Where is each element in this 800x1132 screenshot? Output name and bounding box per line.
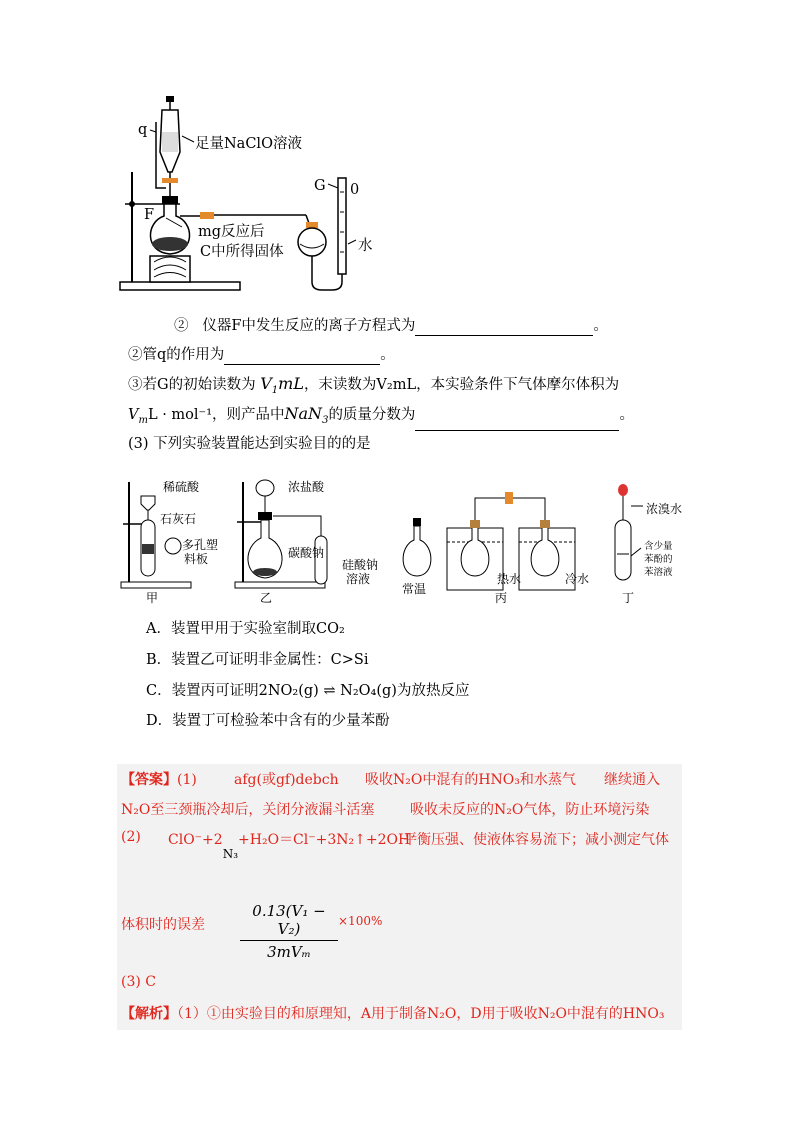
fig2-jia-plate1: 多孔塑 bbox=[182, 538, 219, 552]
part-3-question: (3) 下列实验装置能达到实验目的的是 bbox=[128, 436, 371, 452]
fig2-ding: 丁 bbox=[622, 591, 635, 605]
answer-2-reason: 平衡压强、使液体容易流下；减小测定气体 bbox=[403, 832, 669, 848]
fig2-yi-carb: 碳酸钠 bbox=[288, 546, 325, 560]
answer-1a: afg(或gf)debch bbox=[234, 772, 339, 788]
circled-number: ② bbox=[174, 318, 189, 334]
option-b[interactable]: B．装置乙可证明非金属性：C>Si bbox=[146, 652, 369, 668]
answer-num: (1) bbox=[177, 772, 197, 788]
question-text: ③若G的初始读数为 bbox=[128, 377, 256, 393]
fig2-yi-sil1: 硅酸钠 bbox=[342, 558, 379, 572]
answer-num-2: (2) bbox=[121, 829, 141, 845]
answer-blank[interactable] bbox=[415, 414, 619, 431]
nan3 bbox=[284, 404, 329, 427]
var-v1 bbox=[260, 374, 304, 397]
analysis-line bbox=[121, 1003, 664, 1023]
answer-2b: 吸收未反应的N₂O气体，防止环境污染 bbox=[410, 802, 650, 818]
apparatus-jia bbox=[121, 482, 191, 588]
fig2-jia-stone: 石灰石 bbox=[160, 512, 197, 526]
fig2-yi-sil2: 溶液 bbox=[346, 572, 371, 586]
apparatus-yi bbox=[235, 480, 327, 588]
fig2-bing: 丙 bbox=[495, 591, 508, 605]
fig1-label-q: q bbox=[138, 122, 148, 138]
v1-text: V bbox=[260, 374, 272, 393]
fig2-bing-hot: 热水 bbox=[497, 572, 522, 586]
analysis-text: （1）①由实验目的和原理知，A用于制备N₂O，D用于吸收N₂O中混有的HNO₃ bbox=[177, 1006, 665, 1022]
fig1-label-g: G bbox=[314, 178, 326, 194]
option-c[interactable]: C．装置丙可证明2NO₂(g) ⇌ N₂O₄(g)为放热反应 bbox=[146, 683, 470, 699]
answer-line-1 bbox=[121, 769, 197, 789]
question-reading bbox=[128, 374, 619, 401]
question-f-equation bbox=[174, 316, 608, 336]
fig2-ding-br: 浓溴水 bbox=[646, 502, 683, 516]
fig2-jia: 甲 bbox=[146, 591, 159, 605]
fig2-bing-cold: 冷水 bbox=[565, 572, 590, 586]
fig1-label-water: 水 bbox=[358, 238, 373, 254]
option-d[interactable]: D．装置丁可检验苯中含有的少量苯酚 bbox=[146, 713, 390, 729]
fig2-ding-s3: 苯溶液 bbox=[644, 567, 673, 578]
end-mark: 。 bbox=[619, 407, 634, 423]
fig2-yi: 乙 bbox=[260, 591, 273, 605]
fig2-bing-rt: 常温 bbox=[402, 582, 427, 596]
fig1-label-mg: mg反应后 bbox=[198, 224, 265, 240]
nan-sub: 3 bbox=[322, 415, 329, 427]
fig2-yi-acid: 浓盐酸 bbox=[288, 480, 325, 494]
apparatus-bing bbox=[403, 492, 575, 590]
question-text: 仪器F中发生反应的离子方程式为 bbox=[202, 318, 416, 334]
answer-blank[interactable] bbox=[224, 348, 380, 365]
answer-line-4: 体积时的误差 bbox=[121, 917, 205, 933]
vm-text: V bbox=[128, 407, 139, 423]
eq-part-1: ClO⁻+2 bbox=[168, 832, 223, 848]
question-text-2: ，末读数为V₂mL，本实验条件下气体摩尔体积为 bbox=[303, 377, 620, 393]
fraction-numerator: 0.13(V₁ − V₂) bbox=[240, 902, 338, 941]
fig2-jia-plate2: 料板 bbox=[184, 552, 209, 566]
question-text-2: 的质量分数为 bbox=[328, 407, 416, 423]
fraction-denominator: 3mVₘ bbox=[267, 943, 311, 961]
unit-text: mL bbox=[278, 374, 304, 393]
fig1-label-solid: C中所得固体 bbox=[200, 244, 284, 260]
answer-line-5: (3) C bbox=[121, 974, 156, 990]
fig1-label-naclo: 足量NaClO溶液 bbox=[195, 136, 302, 152]
end-mark: 。 bbox=[593, 318, 608, 334]
answer-tag: 【答案】 bbox=[121, 772, 177, 788]
answer-equation bbox=[168, 829, 418, 861]
apparatus-ding bbox=[615, 484, 643, 580]
fig2-jia-acid: 稀硫酸 bbox=[163, 480, 200, 494]
answer-1c: 继续通入 bbox=[604, 772, 660, 788]
answer-fraction bbox=[240, 902, 383, 961]
fig2-ding-s1: 含少量 bbox=[644, 541, 673, 552]
question-mass-fraction bbox=[128, 404, 634, 431]
question-text: L · mol⁻¹，则产品中 bbox=[147, 407, 285, 423]
v1-sub: 1 bbox=[271, 385, 279, 397]
eq-part-2: +H₂O＝Cl⁻+3N₂↑+2OH⁻ bbox=[238, 832, 418, 848]
answer-1b: 吸收N₂O中混有的HNO₃和水蒸气 bbox=[365, 772, 576, 788]
eq-n3: N₃ bbox=[222, 847, 239, 861]
answer-blank[interactable] bbox=[415, 319, 593, 336]
end-mark: 。 bbox=[380, 347, 395, 363]
option-a[interactable]: A．装置甲用于实验室制取CO₂ bbox=[146, 621, 345, 637]
answer-line-2: N₂O至三颈瓶冷却后，关闭分液漏斗活塞 bbox=[121, 802, 375, 818]
analysis-tag: 【解析】 bbox=[121, 1006, 177, 1022]
fig1-label-f: F bbox=[144, 207, 155, 223]
nan-text: NaN bbox=[284, 404, 323, 423]
fig2-ding-s2: 苯酚的 bbox=[644, 554, 673, 565]
vm-sub: m bbox=[138, 414, 148, 426]
fraction-tail: ×100% bbox=[338, 914, 383, 928]
question-text: ②管q的作用为 bbox=[128, 347, 225, 363]
question-tube-q bbox=[128, 345, 395, 365]
fig1-label-zero: 0 bbox=[350, 182, 360, 198]
